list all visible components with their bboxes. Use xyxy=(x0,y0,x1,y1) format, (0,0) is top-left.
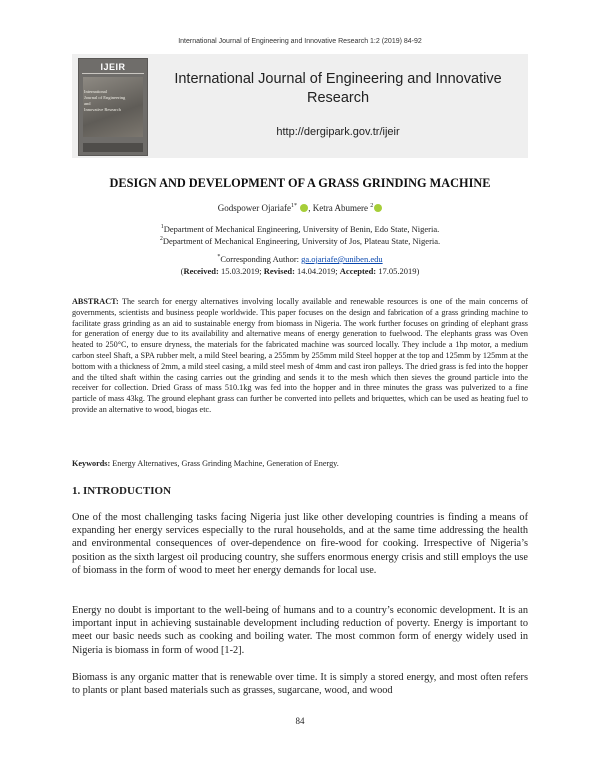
abstract xyxy=(72,297,528,416)
intro-paragraph-1: One of the most challenging tasks facing Nigeria just like other developing countries is finding a means of expanding her energy services especially to the rural households, and at the same time addressing the health and environmental consequences of over-dependence on fire-wood for cooking. Irrespective of Nigeria’s position as the sixth largest oil producing country, she suffers enormous energy crisis and still employs the use of biomass in the form of wood to meet her energy demands for local use. xyxy=(72,512,528,576)
abstract-text: The search for energy alternatives involving locally available and renewable resources is one of the main concerns of governments, scientists and business people worldwide. This paper focuses on the design and fabrication of a grass grinding machine to facilitate grass grinding as an aid to sustainable energy from biomass in Nigeria. The work further focuses on grinding of elephant grass for generation of energy due to its availability and alternative means of energy generation to fuelwood. The elephants grass was Oven heated to 250°C, to ensure dryness, the materials for the fabricated machine was sourced locally. They include a 1hp motor, a medium carbon steel Shaft, a SPA rubber melt, a mild Steel bearing, a 255mm by 255mm mild Steel hopper at the top and 125mm by 125mm at the bottom with a thickness of 2mm, a mild steel casing, a mild steel mesh of 4mm and cast iron palleys. The dried grass is fed into the hopper and the tilted shaft within the casing carries out the grinding and sends it to the mesh which then sieves the ground particle into the receiver for collection. Dried Grass of mass 510.1kg was fed into the hopper and in three minutes the grass was pulverized to a fine particle of mass 43kg. The ground elephant grass can further be converted into pellets and briquettes, which can be used as heating fuel to provide an alternative to wood, biogas etc. xyxy=(72,297,529,414)
paper-title: DESIGN AND DEVELOPMENT OF A GRASS GRINDING MACHINE xyxy=(109,176,491,190)
affiliation-text: Department of Mechanical Engineering, University of Jos, Plateau State, Nigeria. xyxy=(162,236,441,246)
author-separator: , Ketra Abumere xyxy=(308,203,368,213)
intro-paragraph-3: Biomass is any organic matter that is renewable over time. It is simply a stored energy, and most often refers to plants or plant based materials such as grasses, sugarcane, wood, and wood xyxy=(72,672,528,697)
cover-subtitle xyxy=(84,89,142,113)
cover-band xyxy=(83,143,143,152)
cover-logo: IJEIR xyxy=(100,62,126,72)
affiliation-superscript: 2 xyxy=(159,236,163,243)
cover-subtitle-line: Innovative Research xyxy=(84,107,121,112)
orcid-icon[interactable] xyxy=(374,204,382,212)
author-line xyxy=(0,203,600,213)
intro-paragraph-2: Energy no doubt is important to the well-being of humans and to a country’s economic development. It is an important input in achieving sustainable development including reduction of poverty. Energy is important to meet our basic needs such as cooking and boiling water. The most common form of energy widely used in Nigeria is biomass in form of wood [1-2]. xyxy=(72,605,528,656)
corresponding-author xyxy=(0,254,600,264)
journal-cover-image xyxy=(78,58,148,156)
corresponding-email-link[interactable]: ga.ojariafe@uniben.edu xyxy=(301,254,383,264)
dates-line: (Received: 15.03.2019; Revised: 14.04.2019; Accepted: 17.05.2019) xyxy=(180,266,420,276)
revised-label: Revised: xyxy=(263,266,295,276)
affiliation-superscript: 1 xyxy=(160,224,164,231)
journal-title: International Journal of Engineering and Innovative Research xyxy=(174,71,502,106)
accepted-label: Accepted: xyxy=(339,266,377,276)
page-number: 84 xyxy=(295,716,305,726)
journal-header xyxy=(72,54,528,158)
cover-subtitle-line: and xyxy=(84,101,91,106)
author-superscript: 2 xyxy=(370,203,374,209)
journal-url[interactable]: http://dergipark.gov.tr/ijeir xyxy=(276,126,400,138)
corresponding-superscript: * xyxy=(217,254,221,261)
cover-rule xyxy=(82,73,144,74)
corresponding-label: Corresponding Author: xyxy=(220,254,302,264)
received-date: 15.03.2019; xyxy=(221,266,262,276)
author-superscript: 1* xyxy=(291,203,297,209)
affiliation-text: Department of Mechanical Engineering, University of Benin, Edo State, Nigeria. xyxy=(163,224,440,234)
cover-subtitle-line: International xyxy=(84,89,107,94)
affiliation-2 xyxy=(0,236,600,246)
keywords-text: Energy Alternatives, Grass Grinding Machine, Generation of Energy. xyxy=(112,459,339,468)
keywords xyxy=(72,459,528,468)
running-head: International Journal of Engineering and Innovative Research 1:2 (2019) 84-92 xyxy=(178,38,422,45)
affiliation-1 xyxy=(0,224,600,234)
accepted-date: 17.05.2019) xyxy=(378,266,420,276)
keywords-label: Keywords: xyxy=(72,459,111,468)
section-heading: 1. INTRODUCTION xyxy=(72,485,172,497)
cover-subtitle-line: Journal of Engineering xyxy=(84,95,126,100)
received-label: Received: xyxy=(183,266,219,276)
revised-date: 14.04.2019; xyxy=(297,266,338,276)
author-name: Godspower Ojariafe xyxy=(217,203,291,213)
abstract-label: ABSTRACT: xyxy=(72,297,119,306)
